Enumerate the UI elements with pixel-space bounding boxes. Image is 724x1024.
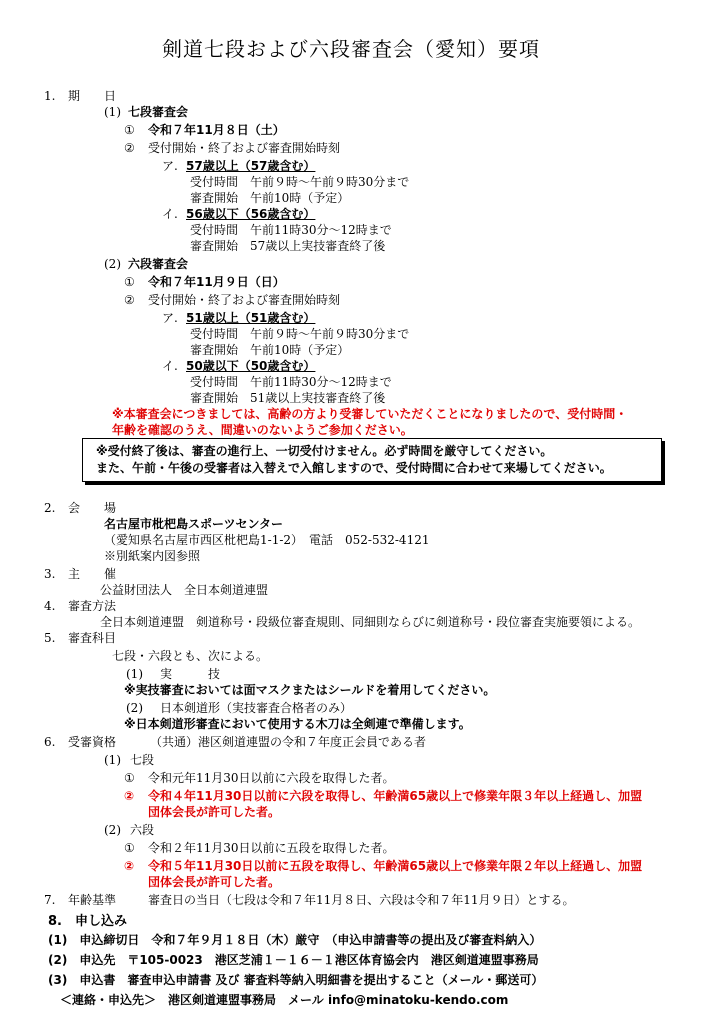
contact-line: ＜連絡・申込先＞ 港区剣道連盟事務局 メール info@minatoku-kendo.com [60, 993, 509, 1007]
section-7-number: 7. [44, 893, 56, 907]
eligibility-roku-1: 令和２年11月30日以前に五段を取得した者。 [148, 841, 395, 855]
roku-i-title: 50歳以下（50歳含む） [186, 359, 316, 373]
eligibility-nana-1: 令和元年11月30日以前に六段を取得した者。 [148, 771, 395, 785]
nana-i-line2: 審査開始 57歳以上実技審査終了後 [190, 239, 386, 253]
eligibility-roku-mark: (2) [104, 823, 121, 837]
section-3-number: 3. [44, 567, 56, 581]
roku-head: (2) [104, 257, 121, 271]
nana-a-title: 57歳以上（57歳含む） [186, 159, 316, 173]
nana-head: (1) [104, 105, 121, 119]
age-notice-line1: ※本審査会につきましては、高齢の方より受審していただくことになりましたので、受付時間・ [112, 407, 628, 421]
roku-d2-mark: ② [124, 293, 135, 307]
roku-i-line1: 受付時間 午前11時30分～12時まで [190, 375, 392, 389]
nana-i-line1: 受付時間 午前11時30分～12時まで [190, 223, 392, 237]
roku-name: 六段審査会 [128, 257, 189, 271]
section-6-label: 受審資格 [68, 735, 117, 749]
venue-note: ※別紙案内図参照 [104, 549, 201, 563]
notice-line1: ※受付終了後は、審査の進行上、一切受付けません。必ず時間を厳守してください。 [96, 444, 553, 458]
age-notice-line2: 年齢を確認のうえ、間違いのないようご参加ください。 [112, 423, 413, 437]
eligibility-roku-label: 六段 [130, 823, 155, 837]
subjects-intro: 七段・六段とも、次による。 [112, 649, 269, 663]
eligibility-nana-label: 七段 [130, 753, 155, 767]
eligibility-nana-2a: 令和４年11月30日以前に六段を取得し、年齢満65歳以上で修業年限３年以上経過し、加盟 [148, 789, 643, 803]
eligibility-roku-1-mark: ① [124, 841, 135, 855]
subject-2: 日本剣道形（実技審査合格者のみ） [160, 701, 353, 715]
section-3-label: 主 催 [68, 567, 117, 581]
section-4-label: 審査方法 [68, 599, 117, 613]
section-5-label: 審査科目 [68, 631, 117, 645]
section-1-number: 1. [44, 89, 56, 103]
roku-a-title: 51歳以上（51歳含む） [186, 311, 316, 325]
age-standard: 審査日の当日（七段は令和７年11月８日、六段は令和７年11月９日）とする。 [148, 893, 575, 907]
subject-1: 実 技 [160, 667, 221, 681]
section-4-number: 4. [44, 599, 56, 613]
application-deadline: (1) 申込締切日 令和７年９月１８日（木）厳守 （申込申請書等の提出及び審査料納入） [48, 933, 542, 947]
exam-method: 全日本剣道連盟 剣道称号・段級位審査規則、同細則ならびに剣道称号・段位審査実施要領による。 [100, 615, 641, 629]
section-5-number: 5. [44, 631, 56, 645]
section-6-number: 6. [44, 735, 56, 749]
nana-d1-mark: ① [124, 123, 135, 137]
nana-a-line2: 審査開始 午前10時（予定） [190, 191, 350, 205]
nana-i-mark: イ. [162, 207, 178, 221]
subject-1-note: ※実技審査においては面マスクまたはシールドを着用してください。 [124, 683, 496, 697]
organizer: 公益財団法人 全日本剣道連盟 [100, 583, 269, 597]
section-2-label: 会 場 [68, 501, 117, 515]
roku-a-mark: ア. [162, 311, 178, 325]
roku-d1-mark: ① [124, 275, 135, 289]
application-address: (2) 申込先 〒105-0023 港区芝浦１－１６－１港区体育協会内 港区剣道連盟事務局 [48, 953, 539, 967]
eligibility-nana-2-mark: ② [124, 789, 135, 803]
venue-name: 名古屋市枇杷島スポーツセンター [104, 517, 284, 531]
application-documents: (3) 申込書 審査申込申請書 及び 審査料等納入明細書を提出すること（メール・郵送可） [48, 973, 544, 987]
eligibility-nana-mark: (1) [104, 753, 121, 767]
nana-a-mark: ア. [162, 159, 178, 173]
roku-i-mark: イ. [162, 359, 178, 373]
eligibility-roku-2-mark: ② [124, 859, 135, 873]
subject-2-note: ※日本剣道形審査において使用する木刀は全剣連で準備します。 [124, 717, 471, 731]
nana-d2-mark: ② [124, 141, 135, 155]
notice-line2: また、午前・午後の受審者は入替えで入館しますので、受付時間に合わせて来場してください。 [96, 461, 612, 475]
subject-2-mark: (2) [126, 701, 143, 715]
eligibility-roku-2b: 団体会長が許可した者。 [148, 875, 281, 889]
venue-address: （愛知県名古屋市西区枇杷島1-1-2） 電話 052-532-4121 [104, 533, 430, 547]
nana-name: 七段審査会 [128, 105, 189, 119]
roku-a-line2: 審査開始 午前10時（予定） [190, 343, 350, 357]
roku-a-line1: 受付時間 午前９時～午前９時30分まで [190, 327, 410, 341]
nana-a-line1: 受付時間 午前９時～午前９時30分まで [190, 175, 410, 189]
section-8-heading: 8. 申し込み [48, 914, 127, 929]
section-1-label: 期 日 [68, 89, 117, 103]
subject-1-mark: (1) [126, 667, 143, 681]
eligibility-roku-2a: 令和５年11月30日以前に五段を取得し、年齢満65歳以上で修業年限２年以上経過し、加盟 [148, 859, 643, 873]
roku-i-line2: 審査開始 51歳以上実技審査終了後 [190, 391, 386, 405]
nana-reception-heading: 受付開始・終了および審査開始時刻 [148, 141, 341, 155]
roku-date: 令和７年11月９日（日） [148, 275, 285, 289]
roku-reception-heading: 受付開始・終了および審査開始時刻 [148, 293, 341, 307]
eligibility-common: （共通）港区剣道連盟の令和７年度正会員である者 [150, 735, 427, 749]
nana-date: 令和７年11月８日（土） [148, 123, 285, 137]
page-title: 剣道七段および六段審査会（愛知）要項 [162, 37, 540, 61]
nana-i-title: 56歳以下（56歳含む） [186, 207, 316, 221]
section-2-number: 2. [44, 501, 56, 515]
eligibility-nana-1-mark: ① [124, 771, 135, 785]
section-7-label: 年齢基準 [68, 893, 117, 907]
eligibility-nana-2b: 団体会長が許可した者。 [148, 805, 281, 819]
